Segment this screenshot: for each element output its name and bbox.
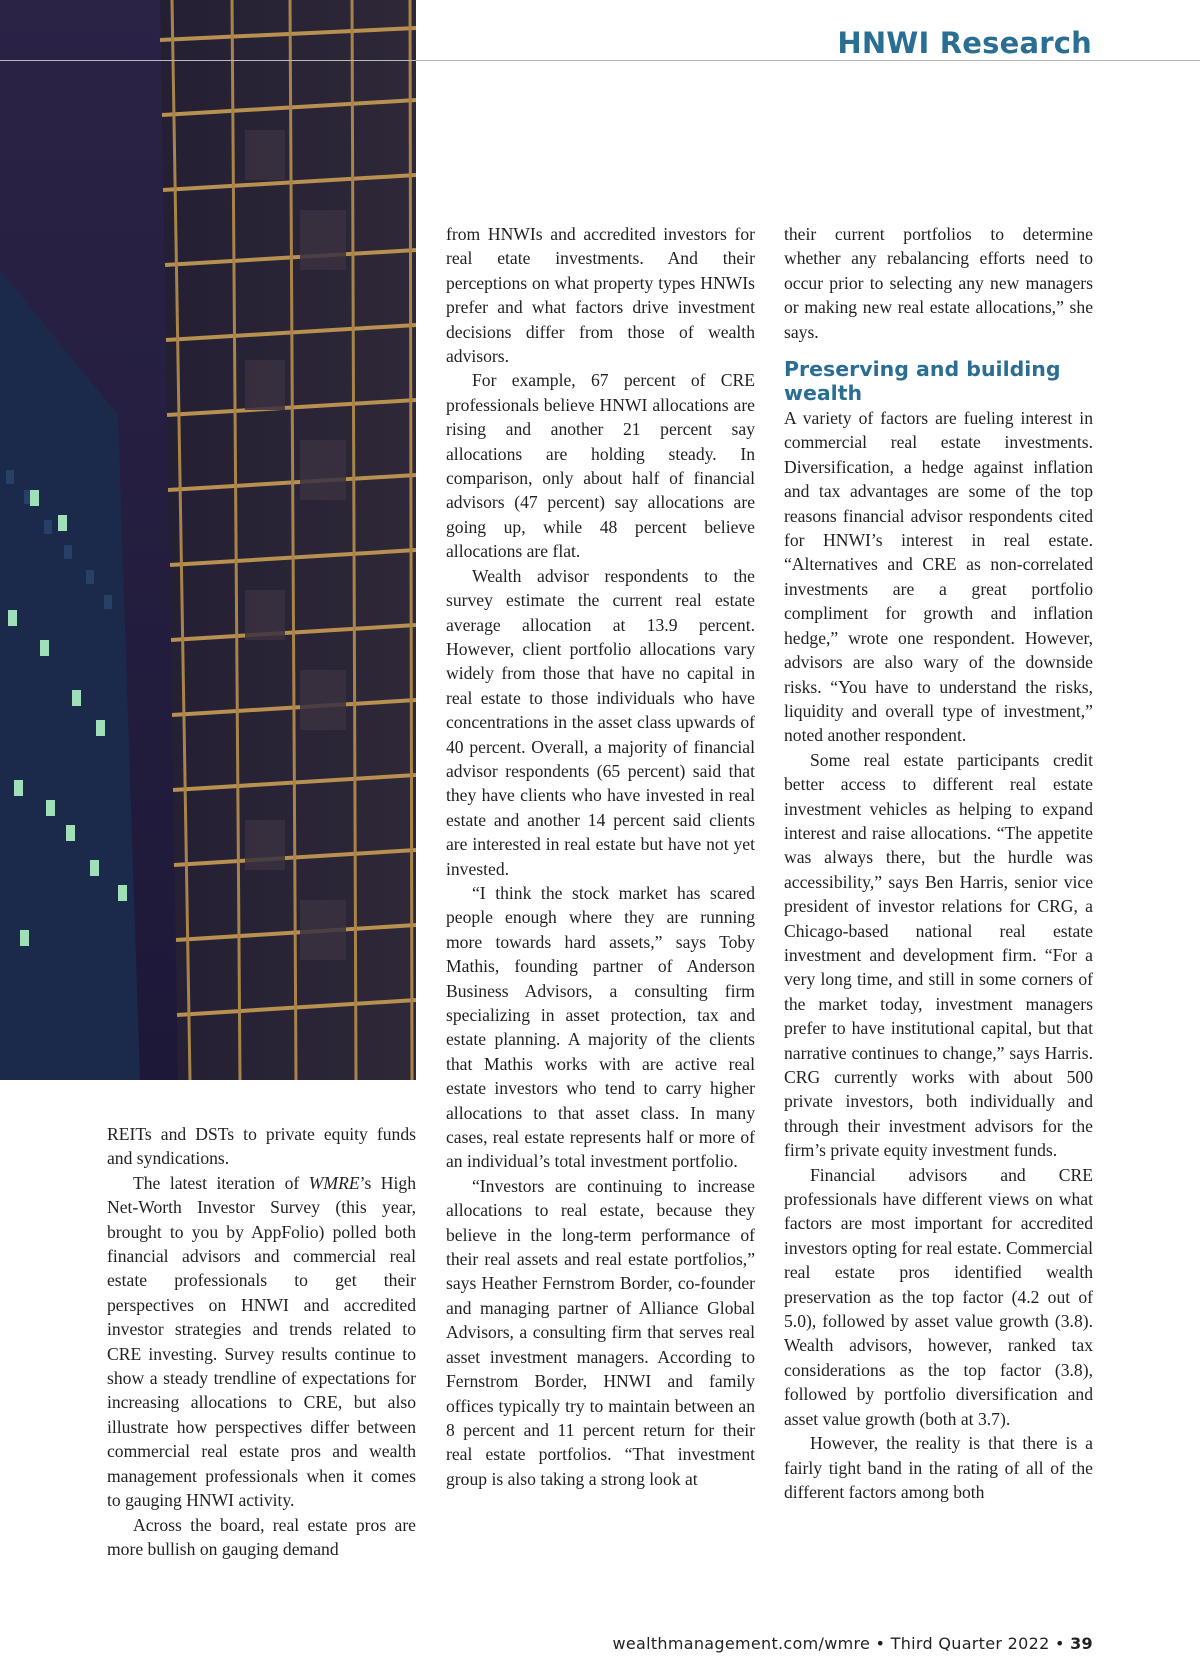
paragraph: REITs and DSTs to private equity funds and syndications.	[107, 1124, 416, 1169]
section-label: HNWI Research	[837, 26, 1092, 60]
footer-site: wealthmanagement.com/wmre	[612, 1634, 871, 1653]
building-facade-icon	[0, 0, 416, 1080]
publication-name: WMRE	[308, 1172, 360, 1193]
paragraph: their current portfolios to determine whether any rebalancing efforts need to occur prior to selecting any new managers or making new real estate allocations,” she says.	[784, 224, 1093, 342]
article-column-1	[107, 1122, 416, 1561]
paragraph: However, the reality is that there is a fairly tight band in the rating of all of the different factors among both	[784, 1433, 1093, 1502]
article-column-3	[784, 222, 1093, 1504]
paragraph	[107, 1171, 416, 1513]
paragraph: Across the board, real estate pros are more bullish on gauging demand	[107, 1514, 416, 1559]
paragraph: “Investors are continuing to increase allocations to real estate, because they believe in the long-term performance of their real assets and real estate portfolios,” says Heather Fernstrom Border, co-founder and managing partner of Alliance Global Advisors, a consulting firm that serves real asset investment managers. According to Fernstrom Border, HNWI and family offices typically try to maintain between an 8 percent and 11 percent return for their real estate portfolios. “That investment group is also taking a strong look at	[446, 1175, 755, 1489]
paragraph: Wealth advisor respondents to the survey estimate the current real estate average allocation at 13.9 percent. However, client portfolio allocations vary widely from those that have no capital in real estate to those individuals who have concentrations in the asset class upwards of 40 percent. Overall, a majority of financial advisor respondents (65 percent) said that they have clients who have invested in real estate and another 14 percent said clients are interested in real estate but have not yet invested.	[446, 565, 755, 879]
paragraph: from HNWIs and accredited investors for real etate investments. And their perceptions on what property types HNWIs prefer and what factors drive investment decisions differ from those of wealth advisors.	[446, 224, 755, 367]
paragraph: Some real estate participants credit better access to different real estate investment vehicles as helping to expand interest and raise allocations. “The appetite was always there, but the hurdle was accessibility,” says Ben Harris, senior vice president of investor relations for CRG, a Chicago-based national real estate investment and development firm. “For a very long time, and still in some corners of the market today, investment managers prefer to have institutional capital, but that narrative continues to change,” says Harris. CRG currently works with about 500 private investors, both individually and through their investment advisors for the firm’s private equity investment funds.	[784, 749, 1093, 1161]
paragraph: For example, 67 percent of CRE professionals believe HNWI allocations are rising and another 21 percent say allocations are holding steady. In comparison, only about half of financial advisors (47 percent) say allocations are going up, while 48 percent believe allocations are flat.	[446, 370, 755, 562]
article-column-2	[446, 222, 755, 1491]
footer-separator: •	[875, 1634, 886, 1653]
page-number: 39	[1070, 1634, 1093, 1653]
text-run: The latest iteration of	[133, 1172, 309, 1193]
paragraph: Financial advisors and CRE professionals have different views on what factors are most important for accredited investors opting for real estate. Commercial real estate pros identified wealth preservation as the top factor (4.2 out of 5.0), followed by asset value growth (3.8). Wealth advisors, however, ranked tax considerations as the top factor (3.8), followed by portfolio diversification and asset value growth (both at 3.7).	[784, 1164, 1093, 1429]
header-rule	[0, 60, 1200, 61]
page-footer	[612, 1634, 1093, 1653]
subheading: Preserving and building wealth	[784, 357, 1061, 406]
paragraph: “I think the stock market has scared people enough where they are running more towards hard assets,” says Toby Mathis, founding partner of Anderson Business Advisors, a consulting firm specializing in asset protection, tax and estate planning. A majority of the clients that Mathis works with are active real estate investors who tend to carry higher allocations to that asset class. In many cases, real estate represents half or more of an individual’s total investment portfolio.	[446, 882, 755, 1172]
paragraph: A variety of factors are fueling interest in commercial real estate investments. Diversification, a hedge against inflation and tax advantages are some of the top reasons financial advisor respondents cited for HNWI’s interest in real estate. “Alternatives and CRE as non-correlated investments are a great portfolio compliment for growth and inflation hedge,” wrote one respondent. However, advisors are also wary of the downside risks. “You have to understand the risks, liquidity and overall type of investment,” noted another respondent.	[784, 408, 1093, 746]
text-run: ’s High Net-Worth Investor Survey (this year, brought to you by AppFolio) polled both financial advisors and commercial real estate professionals to get their perspectives on HNWI and accredited investor strategies and trends related to CRE investing. Survey results continue to show a steady trendline of expectations for increasing allocations to CRE, but also illustrate how perspectives differ between commercial real estate pros and wealth management professionals when it comes to gauging HNWI activity.	[107, 1172, 416, 1511]
building-photo	[0, 0, 416, 1080]
footer-issue: Third Quarter 2022	[890, 1634, 1050, 1653]
footer-separator: •	[1054, 1634, 1065, 1653]
